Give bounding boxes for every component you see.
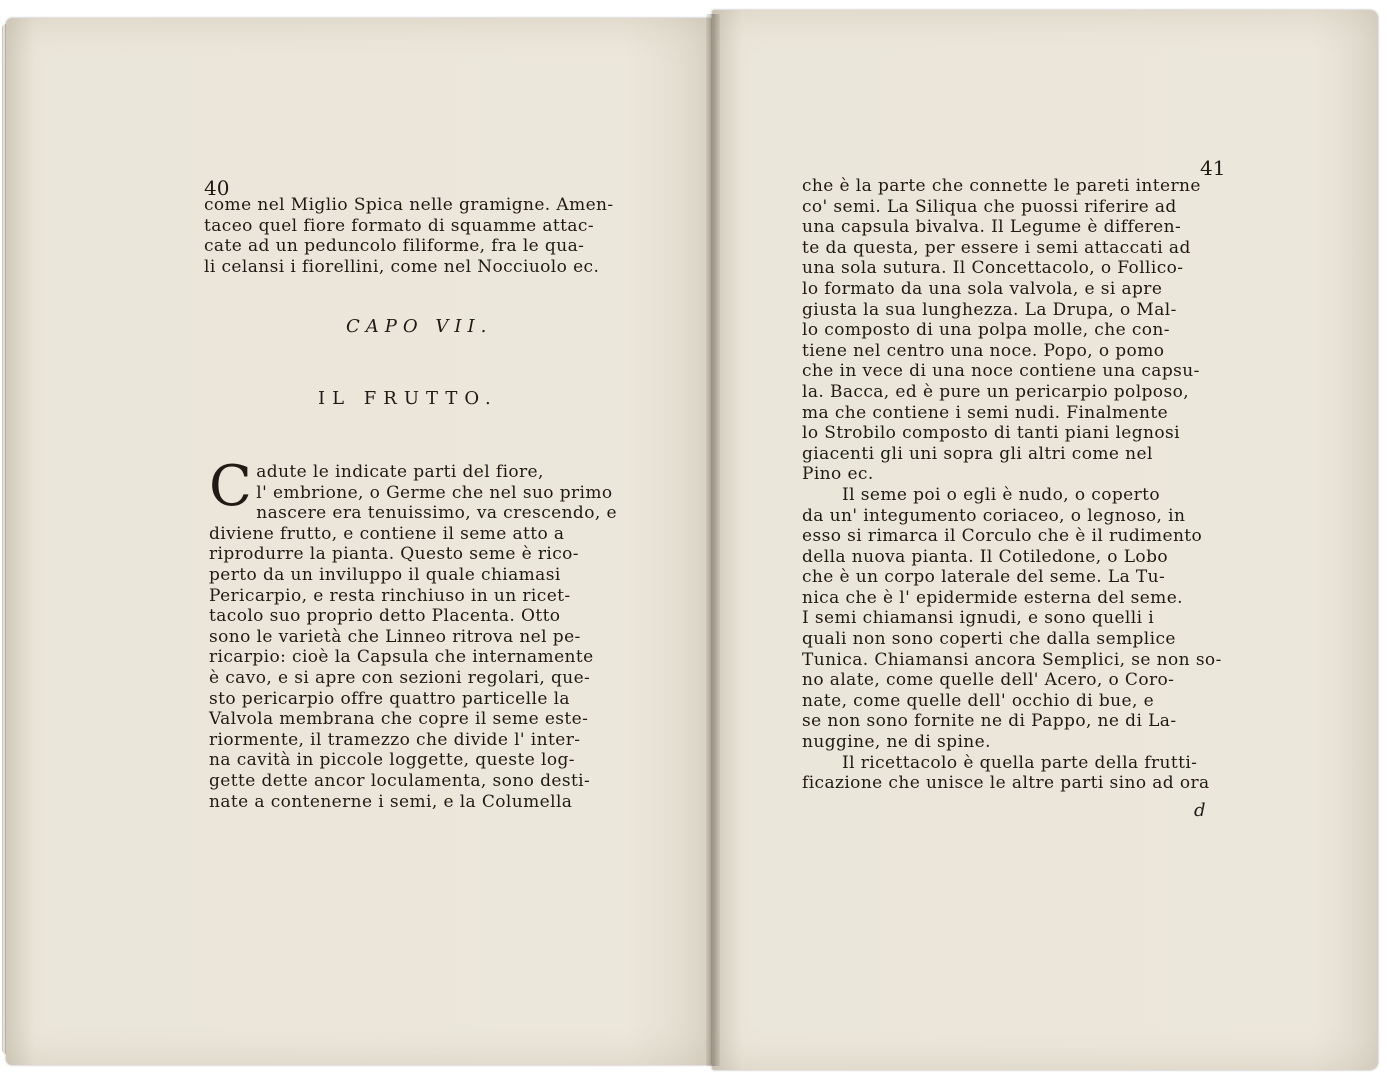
right-line: quali non sono coperti che dalla semplice — [802, 629, 1176, 650]
left-body-line: Pericarpio, e resta rinchiuso in un ricet- — [209, 585, 571, 606]
left-body-line: gette dette ancor loculamenta, sono desti- — [209, 770, 591, 791]
right-line: se non sono fornite ne di Pappo, ne di La- — [802, 711, 1177, 732]
right-line: nate, come quelle dell' occhio di bue, e — [802, 690, 1155, 711]
right-line: lo composto di una polpa molle, che con- — [802, 320, 1170, 341]
left-body-line: è cavo, e si apre con sezioni regolari, que- — [209, 667, 591, 688]
right-page — [712, 10, 1378, 1070]
left-body-line: ricarpio: cioè la Capsula che internamente — [209, 647, 594, 668]
right-line: esso si rimarca il Corculo che è il rudimento — [802, 526, 1203, 547]
left-body-line: Valvola membrana che copre il seme este- — [209, 709, 589, 730]
left-top-line: li celansi i fiorellini, come nel Nocciuolo ec. — [204, 256, 600, 277]
right-line: che in vece di una noce contiene una capsu- — [802, 361, 1200, 382]
right-line: co' semi. La Siliqua che puossi riferire ad — [802, 196, 1177, 217]
left-body-line: adute le indicate parti del fiore, — [256, 462, 544, 482]
left-body-line: na cavità in piccole loggette, queste log- — [209, 750, 575, 771]
right-line: Il ricettacolo è quella parte della frutti- — [842, 752, 1198, 773]
right-line: giusta la sua lunghezza. La Drupa, o Mal- — [802, 299, 1177, 320]
left-body-line: l' embrione, o Germe che nel suo primo — [256, 482, 613, 503]
left-body-lines — [209, 454, 629, 812]
left-body-line: sto pericarpio offre quattro particelle la — [209, 688, 570, 709]
right-line: una sola sutura. Il Concettacolo, o Follico- — [802, 258, 1184, 279]
right-line: nica che è l' epidermide esterna del seme. — [802, 587, 1183, 608]
left-top-line: come nel Miglio Spica nelle gramigne. Amen- — [204, 195, 614, 215]
left-page-top-text — [204, 195, 624, 277]
right-line: tiene nel centro una noce. Popo, o pomo — [802, 340, 1165, 361]
book-gutter — [706, 14, 720, 1066]
left-top-line: cate ad un peduncolo filiforme, fra le qua- — [204, 236, 585, 257]
right-line: ficazione che unisce le altre parti sino ad ora — [802, 773, 1210, 794]
left-page — [6, 18, 712, 1065]
right-line: ma che contiene i semi nudi. Finalmente — [802, 402, 1169, 423]
right-line: te da questa, per essere i semi attaccati ad — [802, 237, 1191, 258]
right-line: no alate, come quelle dell' Acero, o Coro- — [802, 670, 1175, 691]
right-line: da un' integumento coriaceo, o legnoso, in — [802, 505, 1186, 526]
left-body-line: riormente, il tramezzo che divide l' inter- — [209, 729, 581, 750]
left-top-line: taceo quel fiore formato di squamme attac- — [204, 215, 594, 236]
left-body-line: riprodurre la pianta. Questo seme è rico- — [209, 544, 579, 565]
drop-cap: C — [209, 454, 253, 519]
chapter-heading: CAPO VII. — [346, 316, 493, 337]
right-line: Tunica. Chiamansi ancora Semplici, se non so- — [802, 649, 1222, 670]
right-line: I semi chiamansi ignudi, e sono quelli i — [802, 608, 1155, 629]
left-page-body — [209, 454, 629, 812]
chapter-title: IL FRUTTO. — [318, 388, 498, 409]
left-body-line: perto da un inviluppo il quale chiamasi — [209, 564, 561, 585]
left-body-line: tacolo suo proprio detto Placenta. Otto — [209, 606, 561, 627]
right-line: della nuova pianta. Il Cotiledone, o Lobo — [802, 546, 1168, 567]
left-body-line: sono le varietà che Linneo ritrova nel pe- — [209, 626, 581, 647]
left-body-line: nate a contenerne i semi, e la Columella — [209, 791, 573, 812]
right-line: giacenti gli uni sopra gli altri come nel — [802, 443, 1153, 464]
left-body-line: nascere era tenuissimo, va crescendo, e — [256, 503, 617, 524]
right-page-text — [802, 176, 1227, 794]
right-line: una capsula bivalva. Il Legume è differen- — [802, 217, 1182, 238]
right-line: lo Strobilo composto di tanti piani legnosi — [802, 423, 1180, 444]
right-line: che è la parte che connette le pareti interne — [802, 176, 1201, 196]
right-line: lo formato da una sola valvola, e si apre — [802, 278, 1163, 299]
left-body-line: diviene frutto, e contiene il seme atto a — [209, 523, 565, 544]
right-line: la. Bacca, ed è pure un pericarpio polposo, — [802, 381, 1190, 402]
right-line: Il seme poi o egli è nudo, o coperto — [842, 484, 1160, 505]
right-line: Pino ec. — [802, 464, 874, 485]
right-line: che è un corpo laterale del seme. La Tu- — [802, 567, 1166, 588]
page-number-right: 41 — [1200, 156, 1226, 180]
right-line: nuggine, ne di spine. — [802, 732, 991, 753]
signature-mark: d — [1194, 800, 1206, 821]
page-number-left: 40 — [204, 176, 230, 200]
